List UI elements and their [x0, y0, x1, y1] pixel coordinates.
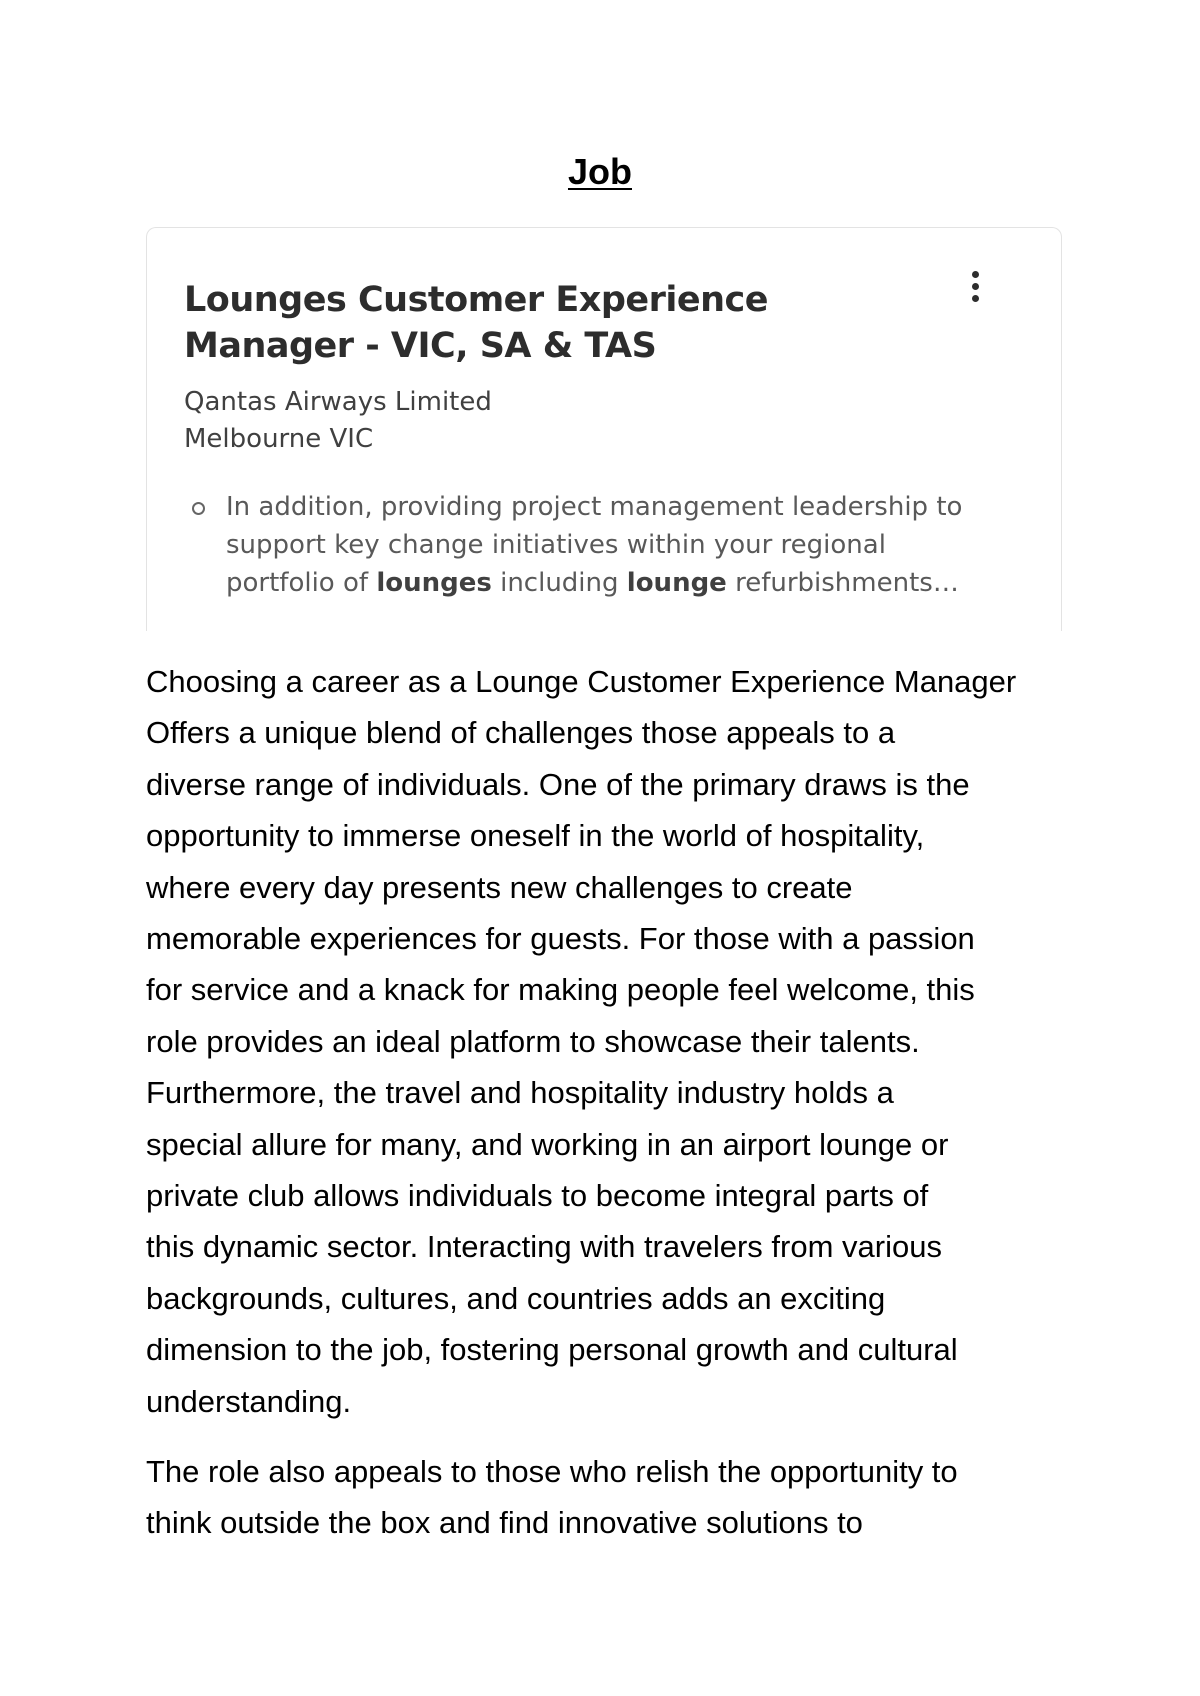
page-title: Job: [567, 151, 632, 192]
paragraph-line: think outside the box and find innovative solutions to: [146, 1505, 863, 1541]
paragraph-line: where every day presents new challenges to create: [146, 869, 853, 905]
circle-bullet-icon: [192, 502, 205, 515]
paragraph-line: backgrounds, cultures, and countries adds an exciting: [146, 1280, 886, 1316]
snippet-line: [226, 488, 1062, 526]
snippet-run: portfolio of: [226, 568, 377, 598]
snippet-run: refurbishments…: [726, 568, 959, 598]
job-title-line: Manager - VIC, SA & TAS: [184, 326, 657, 366]
body-paragraph: [146, 1446, 1076, 1549]
company-name: Qantas Airways Limited: [184, 387, 492, 417]
paragraph-line: opportunity to immerse oneself in the world of hospitality,: [146, 818, 925, 854]
paragraph-line: special allure for many, and working in an airport lounge or: [146, 1126, 949, 1162]
paragraph-line: this dynamic sector. Interacting with travelers from various: [146, 1229, 942, 1265]
job-title[interactable]: [184, 277, 904, 369]
highlighted-keyword: lounges: [376, 568, 492, 598]
paragraph-line: diverse range of individuals. One of the primary draws is the: [146, 766, 970, 802]
paragraph-line: dimension to the job, fostering personal growth and cultural: [146, 1332, 958, 1368]
job-snippet-text: [226, 488, 1062, 602]
body-paragraph: [146, 656, 1076, 1427]
paragraph-line: The role also appeals to those who relish the opportunity to: [146, 1454, 958, 1489]
snippet-run: In addition, providing project management leadership to: [226, 492, 963, 522]
snippet-line: [226, 526, 1062, 564]
job-location: Melbourne VIC: [184, 424, 374, 454]
snippet-line: [226, 564, 1062, 602]
kebab-vertical-icon[interactable]: [963, 264, 987, 308]
paragraph-line: Choosing a career as a Lounge Customer Experience Manager: [146, 664, 1017, 699]
paragraph-line: memorable experiences for guests. For those with a passion: [146, 921, 975, 957]
paragraph-line: private club allows individuals to become integral parts of: [146, 1178, 929, 1214]
job-snippet: [184, 488, 1062, 602]
job-title-line: Lounges Customer Experience: [184, 280, 769, 320]
snippet-run: support key change initiatives within your regional: [226, 530, 886, 560]
paragraph-line: Furthermore, the travel and hospitality industry holds a: [146, 1075, 894, 1111]
paragraph-line: role provides an ideal platform to showcase their talents.: [146, 1023, 920, 1059]
highlighted-keyword: lounge: [626, 568, 727, 598]
snippet-run: including: [491, 568, 627, 598]
paragraph-line: Offers a unique blend of challenges those appeals to a: [146, 715, 896, 751]
job-card[interactable]: [146, 227, 1062, 631]
paragraph-line: understanding.: [146, 1383, 352, 1419]
paragraph-line: for service and a knack for making people feel welcome, this: [146, 972, 975, 1008]
